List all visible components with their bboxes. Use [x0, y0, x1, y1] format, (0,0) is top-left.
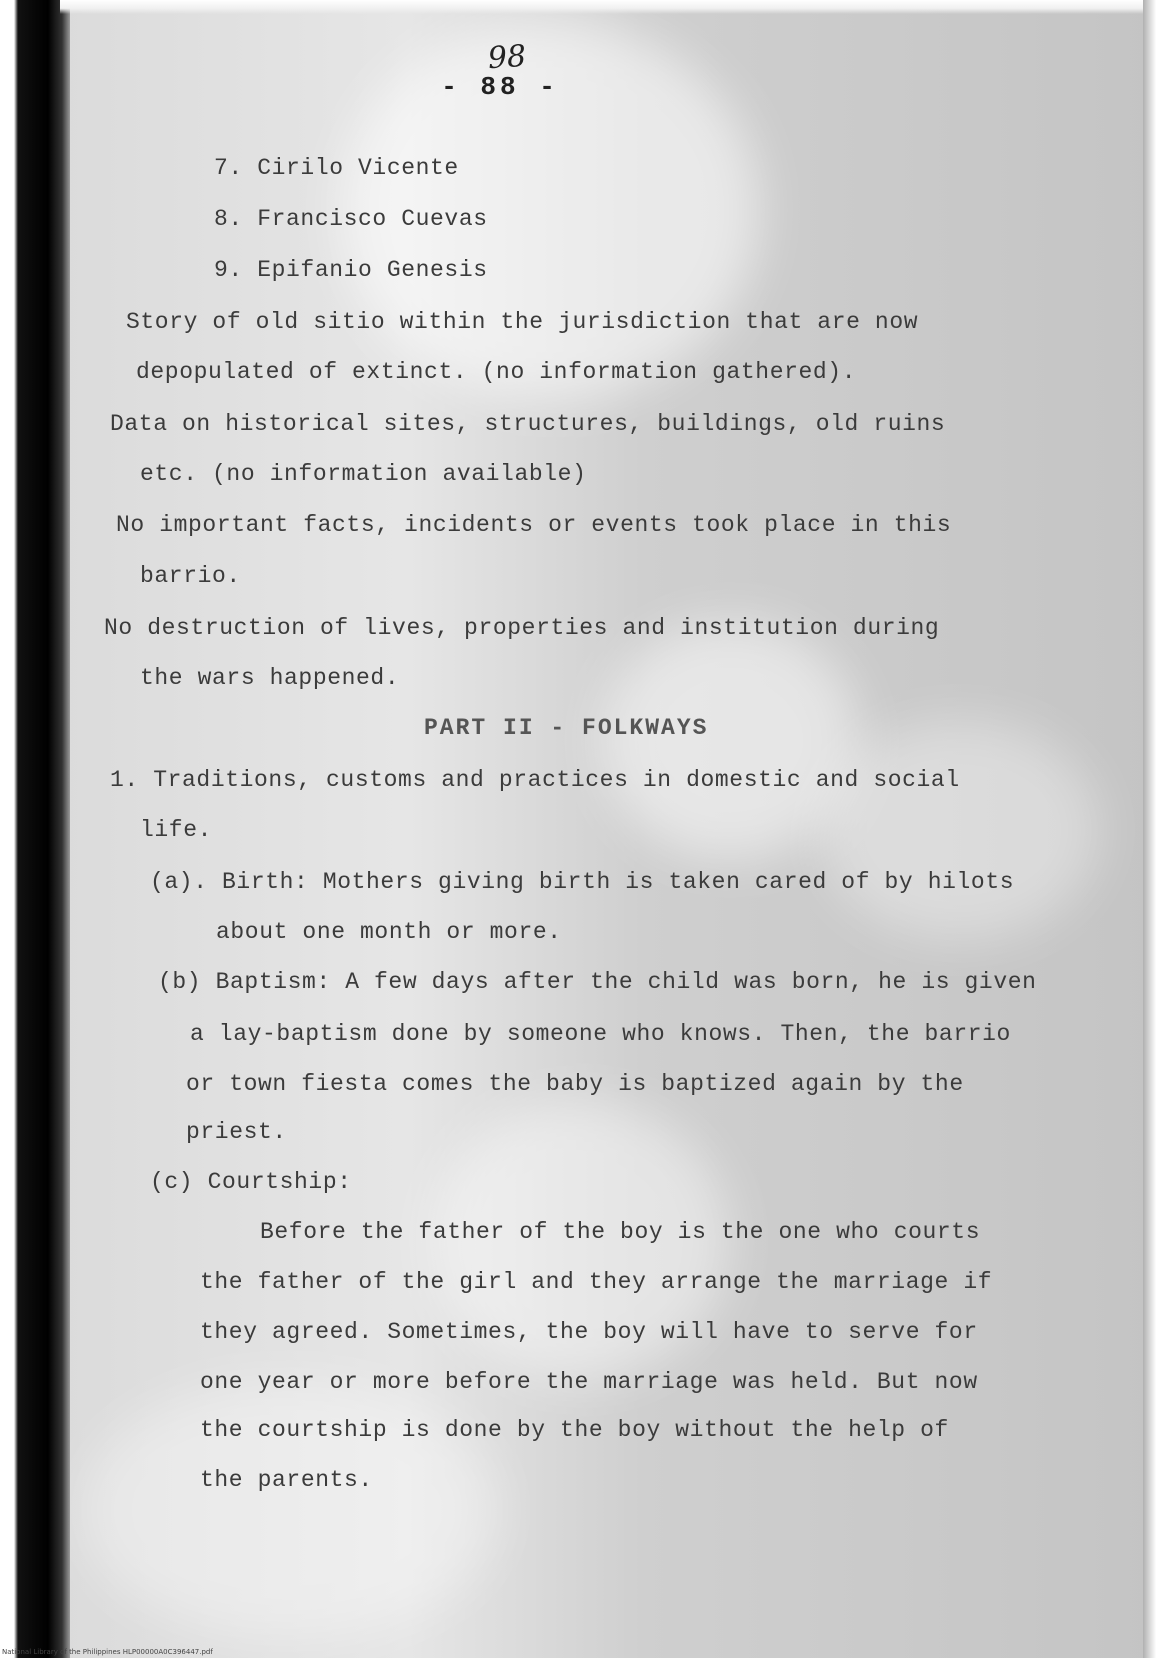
text-line: 8. Francisco Cuevas — [214, 206, 488, 232]
paper-stain — [820, 720, 1100, 940]
scan-footer: National Library of the Philippines HLP00000A0C396447.pdf — [2, 1648, 213, 1656]
text-line: Story of old sitio within the jurisdiction that are now — [126, 309, 919, 335]
text-line: No important facts, incidents or events took place in this — [116, 512, 952, 538]
text-line: depopulated of extinct. (no information gathered). — [136, 359, 857, 385]
text-line: the wars happened. — [140, 665, 400, 691]
text-line: Before the father of the boy is the one who courts — [260, 1219, 981, 1245]
top-edge — [60, 0, 1165, 14]
text-line: Data on historical sites, structures, buildings, old ruins — [110, 411, 946, 437]
text-line: (b) Baptism: A few days after the child was born, he is given — [158, 969, 1037, 995]
text-line: 9. Epifanio Genesis — [214, 257, 488, 283]
text-line: 7. Cirilo Vicente — [214, 155, 459, 181]
binding-shadow — [0, 0, 70, 1658]
text-line: 1. Traditions, customs and practices in domestic and social — [110, 767, 960, 793]
text-line: one year or more before the marriage was held. But now — [200, 1369, 978, 1395]
text-line: life. — [140, 817, 213, 843]
text-line: (a). Birth: Mothers giving birth is taken cared of by hilots — [150, 869, 1015, 895]
page-number-handwritten: 98 — [486, 38, 528, 77]
text-line: the parents. — [200, 1467, 373, 1493]
text-line: the courtship is done by the boy without the help of — [200, 1417, 949, 1443]
page-number-typed: - 88 - — [441, 72, 559, 102]
text-line: or town fiesta comes the baby is baptized again by the — [186, 1071, 964, 1097]
text-line: etc. (no information available) — [140, 461, 587, 487]
right-edge — [1143, 0, 1165, 1658]
text-line: priest. — [186, 1119, 287, 1145]
text-line: barrio. — [140, 563, 241, 589]
section-heading: PART II - FOLKWAYS — [424, 715, 709, 741]
text-line: a lay-baptism done by someone who knows. Then, the barrio — [190, 1021, 1011, 1047]
text-line: they agreed. Sometimes, the boy will have to serve for — [200, 1319, 978, 1345]
text-line: the father of the girl and they arrange the marriage if — [200, 1269, 993, 1295]
text-line: (c) Courtship: — [150, 1169, 352, 1195]
text-line: No destruction of lives, properties and institution during — [104, 615, 940, 641]
text-line: about one month or more. — [216, 919, 562, 945]
